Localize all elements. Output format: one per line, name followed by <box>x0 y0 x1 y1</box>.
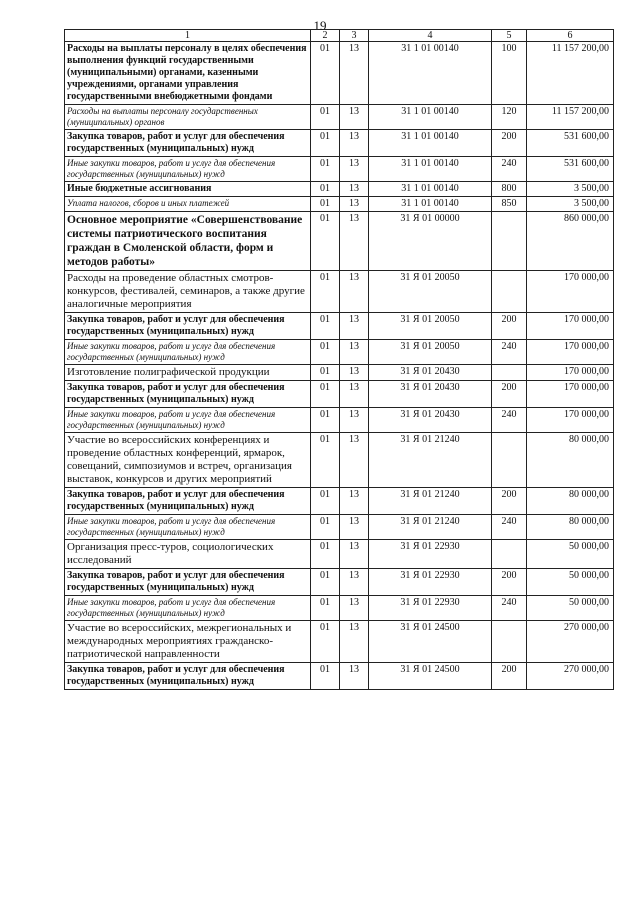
row-target-code-cell: 31 1 01 00140 <box>369 157 492 182</box>
header-cell-3: 3 <box>340 30 369 42</box>
row-expense-type-cell <box>492 540 527 569</box>
row-amount-cell: 50 000,00 <box>527 569 614 596</box>
header-cell-4: 4 <box>369 30 492 42</box>
budget-table <box>64 29 614 690</box>
row-amount-cell: 170 000,00 <box>527 313 614 340</box>
row-section-cell: 01 <box>311 157 340 182</box>
row-expense-type-cell <box>492 271 527 313</box>
table-row <box>65 340 614 365</box>
row-expense-type-cell: 200 <box>492 130 527 157</box>
row-subsection-cell: 13 <box>340 271 369 313</box>
row-amount-cell: 170 000,00 <box>527 365 614 381</box>
row-target-code-cell: 31 Я 01 00000 <box>369 212 492 271</box>
row-target-code-cell: 31 Я 01 21240 <box>369 433 492 488</box>
row-section-cell: 01 <box>311 515 340 540</box>
table-row <box>65 157 614 182</box>
row-target-code-cell: 31 Я 01 20430 <box>369 408 492 433</box>
row-name-cell: Расходы на проведение областных смотров-конкурсов, фестивалей, семинаров, а также другие аналогичные мероприятия <box>65 271 311 313</box>
row-name-cell: Иные закупки товаров, работ и услуг для обеспечения государственных (муниципальных) нужд <box>65 515 311 540</box>
row-subsection-cell: 13 <box>340 182 369 197</box>
row-target-code-cell: 31 Я 01 22930 <box>369 569 492 596</box>
row-subsection-cell: 13 <box>340 381 369 408</box>
row-subsection-cell: 13 <box>340 569 369 596</box>
table-row <box>65 212 614 271</box>
header-row <box>65 30 614 42</box>
row-expense-type-cell: 850 <box>492 197 527 212</box>
row-expense-type-cell: 200 <box>492 313 527 340</box>
row-name-cell: Иные закупки товаров, работ и услуг для обеспечения государственных (муниципальных) нужд <box>65 596 311 621</box>
row-subsection-cell: 13 <box>340 596 369 621</box>
row-expense-type-cell: 240 <box>492 340 527 365</box>
row-expense-type-cell: 200 <box>492 488 527 515</box>
row-subsection-cell: 13 <box>340 663 369 690</box>
row-expense-type-cell: 100 <box>492 42 527 105</box>
table-row <box>65 540 614 569</box>
row-section-cell: 01 <box>311 488 340 515</box>
row-amount-cell: 170 000,00 <box>527 340 614 365</box>
row-amount-cell: 531 600,00 <box>527 130 614 157</box>
row-amount-cell: 3 500,00 <box>527 182 614 197</box>
row-amount-cell: 3 500,00 <box>527 197 614 212</box>
table-row <box>65 515 614 540</box>
row-target-code-cell: 31 Я 01 21240 <box>369 515 492 540</box>
row-expense-type-cell <box>492 433 527 488</box>
row-target-code-cell: 31 Я 01 20430 <box>369 381 492 408</box>
row-name-cell: Иные закупки товаров, работ и услуг для обеспечения государственных (муниципальных) нужд <box>65 408 311 433</box>
row-name-cell: Иные закупки товаров, работ и услуг для обеспечения государственных (муниципальных) нужд <box>65 157 311 182</box>
header-cell-1: 1 <box>65 30 311 42</box>
row-subsection-cell: 13 <box>340 42 369 105</box>
table-row <box>65 365 614 381</box>
row-amount-cell: 80 000,00 <box>527 488 614 515</box>
table-row <box>65 433 614 488</box>
row-section-cell: 01 <box>311 408 340 433</box>
row-subsection-cell: 13 <box>340 157 369 182</box>
row-expense-type-cell <box>492 212 527 271</box>
row-target-code-cell: 31 1 01 00140 <box>369 197 492 212</box>
row-section-cell: 01 <box>311 130 340 157</box>
row-section-cell: 01 <box>311 381 340 408</box>
row-section-cell: 01 <box>311 663 340 690</box>
table-row <box>65 42 614 105</box>
table-row <box>65 408 614 433</box>
row-name-cell: Закупка товаров, работ и услуг для обеспечения государственных (муниципальных) нужд <box>65 488 311 515</box>
row-name-cell: Иные бюджетные ассигнования <box>65 182 311 197</box>
row-section-cell: 01 <box>311 313 340 340</box>
row-name-cell: Иные закупки товаров, работ и услуг для обеспечения государственных (муниципальных) нужд <box>65 340 311 365</box>
row-amount-cell: 80 000,00 <box>527 515 614 540</box>
row-target-code-cell: 31 Я 01 22930 <box>369 540 492 569</box>
row-name-cell: Закупка товаров, работ и услуг для обеспечения государственных (муниципальных) нужд <box>65 381 311 408</box>
row-section-cell: 01 <box>311 42 340 105</box>
row-expense-type-cell: 240 <box>492 157 527 182</box>
row-amount-cell: 270 000,00 <box>527 663 614 690</box>
header-cell-6: 6 <box>527 30 614 42</box>
row-section-cell: 01 <box>311 105 340 130</box>
row-subsection-cell: 13 <box>340 515 369 540</box>
row-subsection-cell: 13 <box>340 621 369 663</box>
row-name-cell: Участие во всероссийских, межрегиональных и международных мероприятиях гражданско-патриотической направленности <box>65 621 311 663</box>
row-target-code-cell: 31 Я 01 21240 <box>369 488 492 515</box>
header-cell-2: 2 <box>311 30 340 42</box>
row-section-cell: 01 <box>311 271 340 313</box>
row-amount-cell: 11 157 200,00 <box>527 105 614 130</box>
page-number: 19 <box>313 18 327 33</box>
table-row <box>65 182 614 197</box>
row-target-code-cell: 31 Я 01 24500 <box>369 663 492 690</box>
table-row <box>65 621 614 663</box>
row-subsection-cell: 13 <box>340 130 369 157</box>
table-row <box>65 569 614 596</box>
row-name-cell: Закупка товаров, работ и услуг для обеспечения государственных (муниципальных) нужд <box>65 663 311 690</box>
row-subsection-cell: 13 <box>340 433 369 488</box>
row-amount-cell: 860 000,00 <box>527 212 614 271</box>
table-row <box>65 381 614 408</box>
row-amount-cell: 50 000,00 <box>527 596 614 621</box>
row-section-cell: 01 <box>311 596 340 621</box>
row-target-code-cell: 31 Я 01 20050 <box>369 313 492 340</box>
table-row <box>65 488 614 515</box>
row-subsection-cell: 13 <box>340 313 369 340</box>
row-target-code-cell: 31 Я 01 24500 <box>369 621 492 663</box>
row-name-cell: Закупка товаров, работ и услуг для обеспечения государственных (муниципальных) нужд <box>65 569 311 596</box>
row-subsection-cell: 13 <box>340 212 369 271</box>
row-expense-type-cell: 200 <box>492 663 527 690</box>
table-row <box>65 596 614 621</box>
row-target-code-cell: 31 1 01 00140 <box>369 42 492 105</box>
table-row <box>65 105 614 130</box>
row-target-code-cell: 31 Я 01 20430 <box>369 365 492 381</box>
row-expense-type-cell <box>492 621 527 663</box>
row-target-code-cell: 31 1 01 00140 <box>369 105 492 130</box>
row-section-cell: 01 <box>311 569 340 596</box>
row-target-code-cell: 31 Я 01 22930 <box>369 596 492 621</box>
table-row <box>65 130 614 157</box>
row-name-cell: Организация пресс-туров, социологических исследований <box>65 540 311 569</box>
table-row <box>65 271 614 313</box>
row-subsection-cell: 13 <box>340 365 369 381</box>
row-amount-cell: 270 000,00 <box>527 621 614 663</box>
row-section-cell: 01 <box>311 212 340 271</box>
row-subsection-cell: 13 <box>340 540 369 569</box>
row-section-cell: 01 <box>311 340 340 365</box>
row-target-code-cell: 31 1 01 00140 <box>369 130 492 157</box>
row-section-cell: 01 <box>311 365 340 381</box>
row-amount-cell: 11 157 200,00 <box>527 42 614 105</box>
table-row <box>65 197 614 212</box>
row-expense-type-cell: 240 <box>492 515 527 540</box>
row-section-cell: 01 <box>311 197 340 212</box>
row-name-cell: Уплата налогов, сборов и иных платежей <box>65 197 311 212</box>
row-amount-cell: 170 000,00 <box>527 271 614 313</box>
row-name-cell: Основное мероприятие «Совершенствование системы патриотического воспитания граждан в Смоленской области, форм и методов работы» <box>65 212 311 271</box>
row-expense-type-cell: 120 <box>492 105 527 130</box>
row-amount-cell: 531 600,00 <box>527 157 614 182</box>
row-name-cell: Закупка товаров, работ и услуг для обеспечения государственных (муниципальных) нужд <box>65 313 311 340</box>
row-section-cell: 01 <box>311 540 340 569</box>
row-name-cell: Изготовление полиграфической продукции <box>65 365 311 381</box>
table-row <box>65 313 614 340</box>
row-name-cell: Расходы на выплаты персоналу в целях обеспечения выполнения функций государственными (муниципальными) органами, казенными учреждениями, органами управления государственными внебюджетными фондами <box>65 42 311 105</box>
row-target-code-cell: 31 Я 01 20050 <box>369 271 492 313</box>
row-amount-cell: 170 000,00 <box>527 408 614 433</box>
row-name-cell: Закупка товаров, работ и услуг для обеспечения государственных (муниципальных) нужд <box>65 130 311 157</box>
row-subsection-cell: 13 <box>340 105 369 130</box>
row-target-code-cell: 31 1 01 00140 <box>369 182 492 197</box>
row-amount-cell: 50 000,00 <box>527 540 614 569</box>
row-expense-type-cell: 200 <box>492 381 527 408</box>
row-name-cell: Участие во всероссийских конференциях и проведение областных конференций, ярмарок, совещаний, симпозиумов и встреч, организация выставок, конкурсов и других мероприятий <box>65 433 311 488</box>
row-name-cell: Расходы на выплаты персоналу государственных (муниципальных) органов <box>65 105 311 130</box>
row-subsection-cell: 13 <box>340 408 369 433</box>
row-amount-cell: 170 000,00 <box>527 381 614 408</box>
header-cell-5: 5 <box>492 30 527 42</box>
row-expense-type-cell: 800 <box>492 182 527 197</box>
row-section-cell: 01 <box>311 433 340 488</box>
row-expense-type-cell: 240 <box>492 596 527 621</box>
row-expense-type-cell: 240 <box>492 408 527 433</box>
row-section-cell: 01 <box>311 621 340 663</box>
row-subsection-cell: 13 <box>340 340 369 365</box>
row-expense-type-cell: 200 <box>492 569 527 596</box>
row-subsection-cell: 13 <box>340 197 369 212</box>
row-target-code-cell: 31 Я 01 20050 <box>369 340 492 365</box>
row-section-cell: 01 <box>311 182 340 197</box>
table-row <box>65 663 614 690</box>
row-subsection-cell: 13 <box>340 488 369 515</box>
row-expense-type-cell <box>492 365 527 381</box>
row-amount-cell: 80 000,00 <box>527 433 614 488</box>
